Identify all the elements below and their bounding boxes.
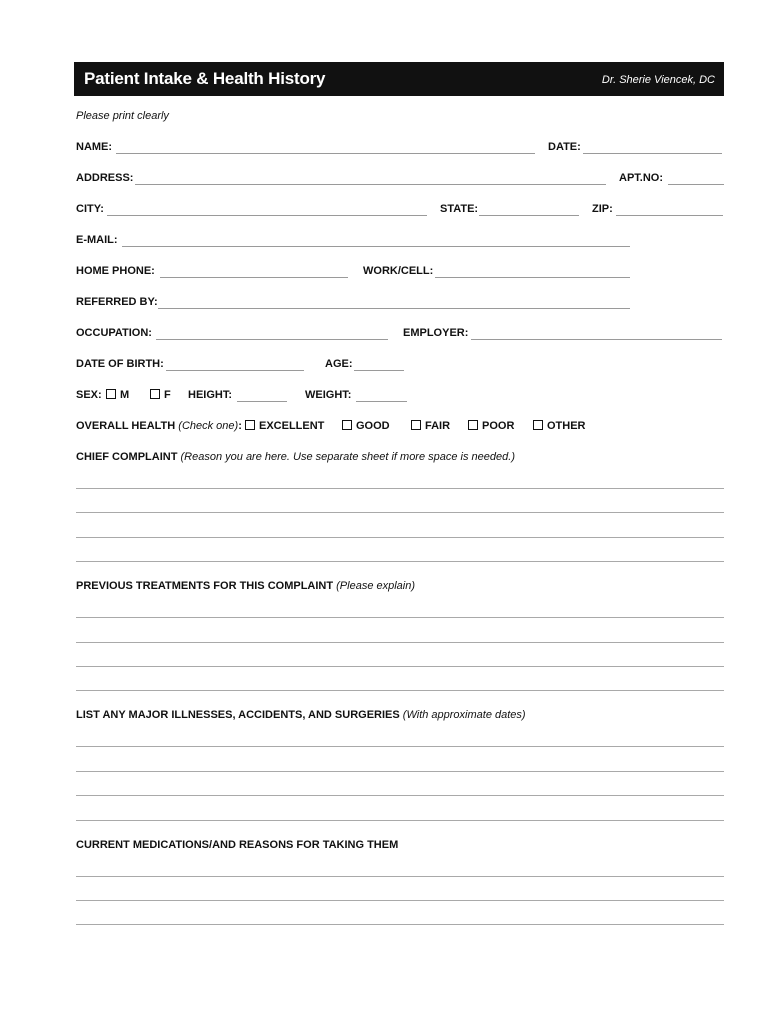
illnesses-line-1[interactable] [76,746,724,747]
chief-complaint-line-1[interactable] [76,488,724,489]
illnesses-line-3[interactable] [76,795,724,796]
overall-health-hint: (Check one) [178,420,239,432]
home-phone-field[interactable] [160,277,348,278]
checkbox-icon [106,389,116,399]
address-field[interactable] [135,184,606,185]
chief-complaint-line-4[interactable] [76,561,724,562]
previous-treatments-line-2[interactable] [76,642,724,643]
apt-no-label: APT.NO: [619,172,663,184]
city-field[interactable] [107,215,427,216]
chief-complaint-line-2[interactable] [76,512,724,513]
checkbox-icon [533,420,543,430]
illnesses-heading: LIST ANY MAJOR ILLNESSES, ACCIDENTS, AND SURGERIES (With approximate dates) [76,709,526,721]
chief-complaint-line-3[interactable] [76,537,724,538]
weight-field[interactable] [356,401,407,402]
dob-label: DATE OF BIRTH: [76,358,164,370]
state-field[interactable] [479,215,579,216]
name-label: NAME: [76,141,113,153]
sex-m-checkbox[interactable] [106,389,129,401]
checkbox-icon [468,420,478,430]
medications-heading: CURRENT MEDICATIONS/AND REASONS FOR TAKING THEM [76,839,399,851]
height-field[interactable] [237,401,287,402]
illnesses-line-2[interactable] [76,771,724,772]
city-label: CITY: [76,203,104,215]
checkbox-icon [342,420,352,430]
health-poor-checkbox[interactable]: POOR [468,420,514,432]
previous-treatments-heading: PREVIOUS TREATMENTS FOR THIS COMPLAINT (Please explain) [76,580,416,592]
age-label: AGE: [325,358,353,370]
print-instruction: Please print clearly [76,110,169,122]
doctor-name: Dr. Sherie Viencek, DC [601,74,715,86]
state-label: STATE: [440,203,479,215]
sex-m-label: M [120,389,130,401]
occupation-field[interactable] [156,339,388,340]
illnesses-line-4[interactable] [76,820,724,821]
zip-field[interactable] [616,215,723,216]
previous-treatments-line-3[interactable] [76,666,724,667]
home-phone-label: HOME PHONE: [76,265,155,277]
sex-label: SEX: [76,389,102,401]
dob-field[interactable] [166,370,304,371]
referred-by-label: REFERRED BY: [76,296,158,308]
medications-line-3[interactable] [76,924,724,925]
email-field[interactable] [122,246,630,247]
overall-health-label: OVERALL HEALTH (Check one): [76,420,242,432]
referred-by-field[interactable] [158,308,630,309]
form-header [74,62,724,96]
health-fair-checkbox[interactable]: FAIR [411,420,450,432]
medications-line-1[interactable] [76,876,724,877]
work-cell-label: WORK/CELL: [363,265,434,277]
sex-f-checkbox[interactable] [150,389,171,401]
name-field[interactable] [116,153,535,154]
address-label: ADDRESS: [76,172,134,184]
height-label: HEIGHT: [188,389,232,401]
form-title: Patient Intake & Health History [84,69,326,88]
checkbox-icon [245,420,255,430]
date-field[interactable] [583,153,722,154]
chief-complaint-hint: (Reason you are here. Use separate sheet if more space is needed.) [180,451,515,463]
medications-line-2[interactable] [76,900,724,901]
email-label: E-MAIL: [76,234,118,246]
previous-treatments-line-1[interactable] [76,617,724,618]
previous-treatments-hint: (Please explain) [336,580,416,592]
sex-f-label: F [164,389,171,401]
previous-treatments-line-4[interactable] [76,690,724,691]
weight-label: WEIGHT: [305,389,352,401]
age-field[interactable] [354,370,404,371]
illnesses-hint: (With approximate dates) [402,709,526,721]
apt-no-field[interactable] [668,184,724,185]
work-cell-field[interactable] [435,277,630,278]
date-label: DATE: [548,141,581,153]
zip-label: ZIP: [592,203,613,215]
employer-field[interactable] [471,339,722,340]
occupation-label: OCCUPATION: [76,327,152,339]
health-good-checkbox[interactable]: GOOD [342,420,390,432]
chief-complaint-heading: CHIEF COMPLAINT (Reason you are here. Use separate sheet if more space is needed.) [76,451,515,463]
health-excellent-checkbox[interactable]: EXCELLENT [245,420,324,432]
health-other-checkbox[interactable]: OTHER [533,420,586,432]
employer-label: EMPLOYER: [403,327,469,339]
checkbox-icon [411,420,421,430]
checkbox-icon [150,389,160,399]
